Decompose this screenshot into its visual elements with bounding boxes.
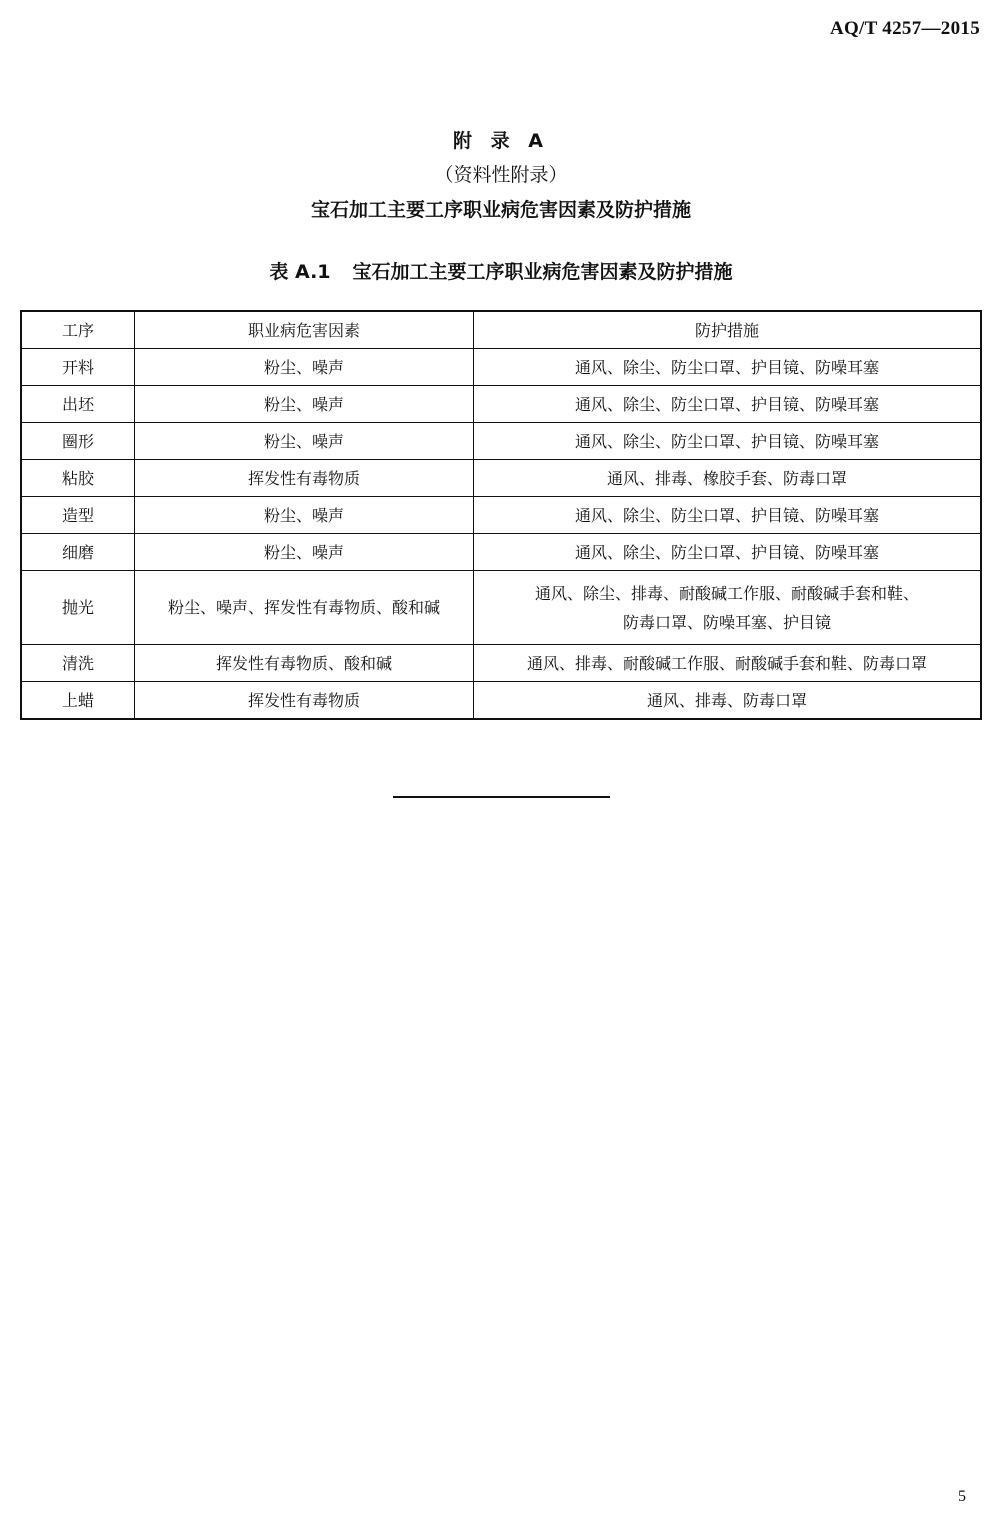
measures-line: 防毒口罩、防噪耳塞、护目镜 <box>622 612 831 632</box>
table-row <box>21 349 981 386</box>
column-header-measures: 防护措施 <box>474 311 982 349</box>
process-cell: 圈形 <box>21 423 135 460</box>
process-cell: 上蜡 <box>21 682 135 720</box>
table-row <box>21 497 981 534</box>
table-row <box>21 682 981 720</box>
table-row <box>21 423 981 460</box>
measures-line: 通风、除尘、排毒、耐酸碱工作服、耐酸碱手套和鞋、 <box>534 583 919 603</box>
factors-cell: 粉尘、噪声 <box>135 423 474 460</box>
table-row <box>21 460 981 497</box>
end-of-text-rule <box>393 796 610 798</box>
measures-cell: 通风、排毒、耐酸碱工作服、耐酸碱手套和鞋、防毒口罩 <box>474 645 982 682</box>
factors-cell: 挥发性有毒物质 <box>135 460 474 497</box>
measures-cell: 通风、除尘、防尘口罩、护目镜、防噪耳塞 <box>474 349 982 386</box>
process-cell: 出坯 <box>21 386 135 423</box>
measures-cell: 通风、除尘、防尘口罩、护目镜、防噪耳塞 <box>474 497 982 534</box>
factors-cell: 粉尘、噪声、挥发性有毒物质、酸和碱 <box>135 571 474 645</box>
process-cell: 细磨 <box>21 534 135 571</box>
factors-cell: 挥发性有毒物质、酸和碱 <box>135 645 474 682</box>
hazard-table <box>20 310 982 720</box>
standard-code: AQ/T 4257—2015 <box>829 18 980 39</box>
measures-cell: 通风、除尘、防尘口罩、护目镜、防噪耳塞 <box>474 386 982 423</box>
appendix-heading <box>0 126 1002 226</box>
factors-cell: 粉尘、噪声 <box>135 534 474 571</box>
process-cell: 清洗 <box>21 645 135 682</box>
appendix-subject: 宝石加工主要工序职业病危害因素及防护措施 <box>310 199 691 221</box>
factors-cell: 粉尘、噪声 <box>135 386 474 423</box>
factors-cell: 粉尘、噪声 <box>135 497 474 534</box>
process-cell: 抛光 <box>21 571 135 645</box>
column-header-factors: 职业病危害因素 <box>135 311 474 349</box>
measures-cell: 通风、排毒、橡胶手套、防毒口罩 <box>474 460 982 497</box>
table-header-row <box>21 311 981 349</box>
appendix-type: （资料性附录） <box>434 164 568 186</box>
column-header-process: 工序 <box>21 311 135 349</box>
table-caption-number: 表 A.1 <box>269 261 331 283</box>
table-row <box>21 571 981 645</box>
table-caption-title: 宝石加工主要工序职业病危害因素及防护措施 <box>352 261 733 283</box>
process-cell: 粘胶 <box>21 460 135 497</box>
process-cell: 开料 <box>21 349 135 386</box>
process-cell: 造型 <box>21 497 135 534</box>
table-row <box>21 386 981 423</box>
appendix-title: 附 录 A <box>453 130 549 152</box>
table-row <box>21 534 981 571</box>
measures-cell: 通风、除尘、防尘口罩、护目镜、防噪耳塞 <box>474 534 982 571</box>
page-number: 5 <box>958 1488 966 1505</box>
factors-cell: 粉尘、噪声 <box>135 349 474 386</box>
measures-cell: 通风、除尘、防尘口罩、护目镜、防噪耳塞 <box>474 423 982 460</box>
table-row <box>21 645 981 682</box>
measures-cell: 通风、排毒、防毒口罩 <box>474 682 982 720</box>
measures-cell <box>474 571 982 645</box>
table-caption <box>0 256 1002 288</box>
factors-cell: 挥发性有毒物质 <box>135 682 474 720</box>
